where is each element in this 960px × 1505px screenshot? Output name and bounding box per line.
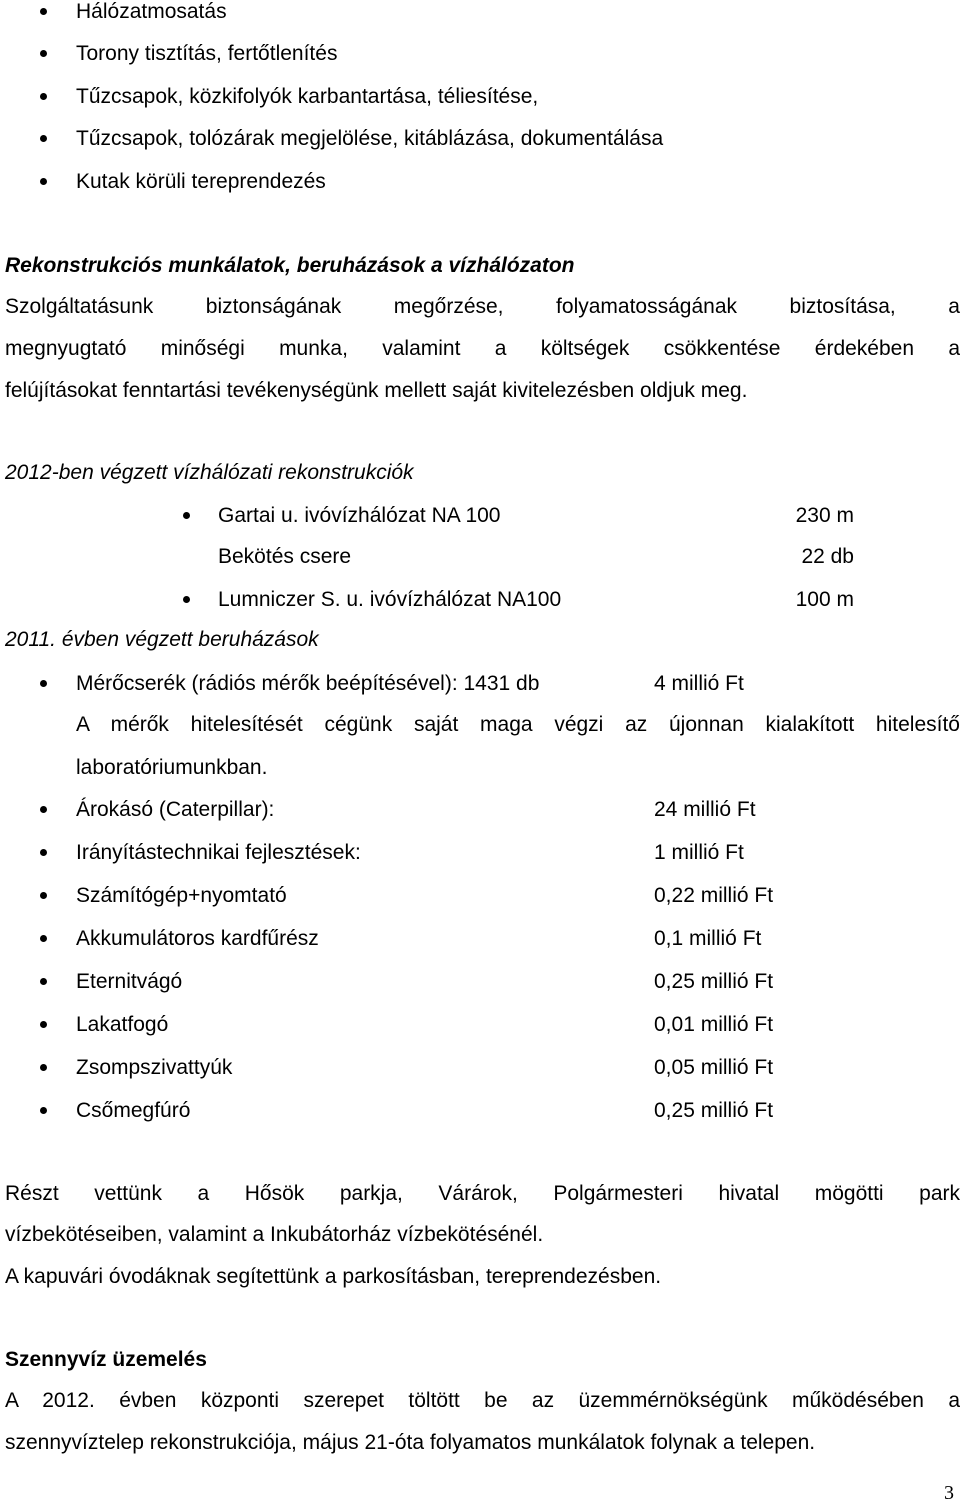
investment-label: Árokásó (Caterpillar): bbox=[76, 798, 275, 821]
bullet-icon bbox=[40, 8, 47, 15]
bullet-icon bbox=[40, 135, 47, 142]
bullet-icon bbox=[40, 806, 47, 813]
paragraph-line bbox=[5, 1182, 960, 1206]
bullet-icon bbox=[40, 50, 47, 57]
bullet-icon bbox=[40, 178, 47, 185]
section-heading-wastewater: Szennyvíz üzemelés bbox=[5, 1348, 207, 1371]
bullet-icon bbox=[40, 1021, 47, 1028]
paragraph-line: A kapuvári óvodáknak segítettünk a parkosításban, tereprendezésben. bbox=[5, 1265, 662, 1288]
investment-label: Irányítástechnikai fejlesztések: bbox=[76, 841, 361, 864]
section-heading-reconstruction: Rekonstrukciós munkálatok, beruházások a vízhálózaton bbox=[5, 254, 575, 277]
investment-label: Lakatfogó bbox=[76, 1013, 169, 1036]
work-item-label: Gartai u. ivóvízhálózat NA 100 bbox=[218, 504, 501, 527]
work-item-value: 100 m bbox=[795, 588, 854, 611]
investment-value: 0,01 millió Ft bbox=[654, 1013, 774, 1036]
work-item-label: Bekötés csere bbox=[218, 545, 352, 568]
paragraph-line-text: Szolgáltatásunk biztonságának megőrzése, folyamatosságának biztosítása, a bbox=[5, 295, 960, 318]
investment-value: 4 millió Ft bbox=[654, 672, 744, 695]
list-item: Tűzcsapok, tolózárak megjelölése, kitáblázása, dokumentálása bbox=[76, 127, 664, 150]
paragraph-line-text: megnyugtató minőségi munka, valamint a költségek csökkentése érdekében a bbox=[5, 337, 960, 360]
investment-value: 0,1 millió Ft bbox=[654, 927, 762, 950]
list-item: Torony tisztítás, fertőtlenítés bbox=[76, 42, 338, 65]
investment-label: Zsompszivattyúk bbox=[76, 1056, 233, 1079]
paragraph-line: szennyvíztelep rekonstrukciója, május 21-óta folyamatos munkálatok folynak a telepen. bbox=[5, 1431, 816, 1454]
bullet-icon bbox=[40, 892, 47, 899]
bullet-icon bbox=[183, 596, 190, 603]
work-item-value: 230 m bbox=[795, 504, 854, 527]
page-number: 3 bbox=[944, 1482, 954, 1504]
paragraph-line: laboratóriumunkban. bbox=[76, 756, 268, 779]
investment-value: 0,25 millió Ft bbox=[654, 970, 774, 993]
bullet-icon bbox=[40, 93, 47, 100]
bullet-icon bbox=[183, 512, 190, 519]
bullet-icon bbox=[40, 935, 47, 942]
paragraph-line-text: A mérők hitelesítését cégünk saját maga végzi az újonnan kialakított hitelesítő bbox=[76, 713, 960, 736]
investment-label: Akkumulátoros kardfűrész bbox=[76, 927, 319, 950]
list-item: Tűzcsapok, közkifolyók karbantartása, téliesítése, bbox=[76, 85, 539, 108]
bullet-icon bbox=[40, 849, 47, 856]
investment-value: 0,05 millió Ft bbox=[654, 1056, 774, 1079]
bullet-icon bbox=[40, 680, 47, 687]
paragraph-line-text: Részt vettünk a Hősök parkja, Várárok, Polgármesteri hivatal mögötti park bbox=[5, 1182, 960, 1205]
work-item-value: 22 db bbox=[801, 545, 854, 568]
investment-label: Számítógép+nyomtató bbox=[76, 884, 287, 907]
investment-label: Mérőcserék (rádiós mérők beépítésével): 1431 db bbox=[76, 672, 540, 695]
investment-label: Eternitvágó bbox=[76, 970, 183, 993]
list-item: Kutak körüli tereprendezés bbox=[76, 170, 326, 193]
paragraph-line: vízbekötéseiben, valamint a Inkubátorház vízbekötésénél. bbox=[5, 1223, 544, 1246]
bullet-icon bbox=[40, 1064, 47, 1071]
bullet-icon bbox=[40, 1107, 47, 1114]
work-item-label: Lumniczer S. u. ivóvízhálózat NA100 bbox=[218, 588, 562, 611]
section-heading-2012: 2012-ben végzett vízhálózati rekonstrukciók bbox=[5, 461, 414, 484]
investment-value: 0,25 millió Ft bbox=[654, 1099, 774, 1122]
paragraph-line bbox=[5, 337, 960, 361]
investment-label: Csőmegfúró bbox=[76, 1099, 191, 1122]
investment-value: 24 millió Ft bbox=[654, 798, 756, 821]
paragraph-line bbox=[5, 295, 960, 319]
paragraph-line bbox=[76, 713, 960, 737]
paragraph-line: felújításokat fenntartási tevékenységünk mellett saját kivitelezésben oldjuk meg. bbox=[5, 379, 748, 402]
investment-value: 0,22 millió Ft bbox=[654, 884, 774, 907]
list-item: Hálózatmosatás bbox=[76, 0, 227, 23]
investment-value: 1 millió Ft bbox=[654, 841, 744, 864]
bullet-icon bbox=[40, 978, 47, 985]
paragraph-line-text: A 2012. évben központi szerepet töltött be az üzemmérnökségünk működésében a bbox=[5, 1389, 960, 1412]
section-heading-2011: 2011. évben végzett beruházások bbox=[5, 628, 319, 651]
paragraph-line bbox=[5, 1389, 960, 1413]
